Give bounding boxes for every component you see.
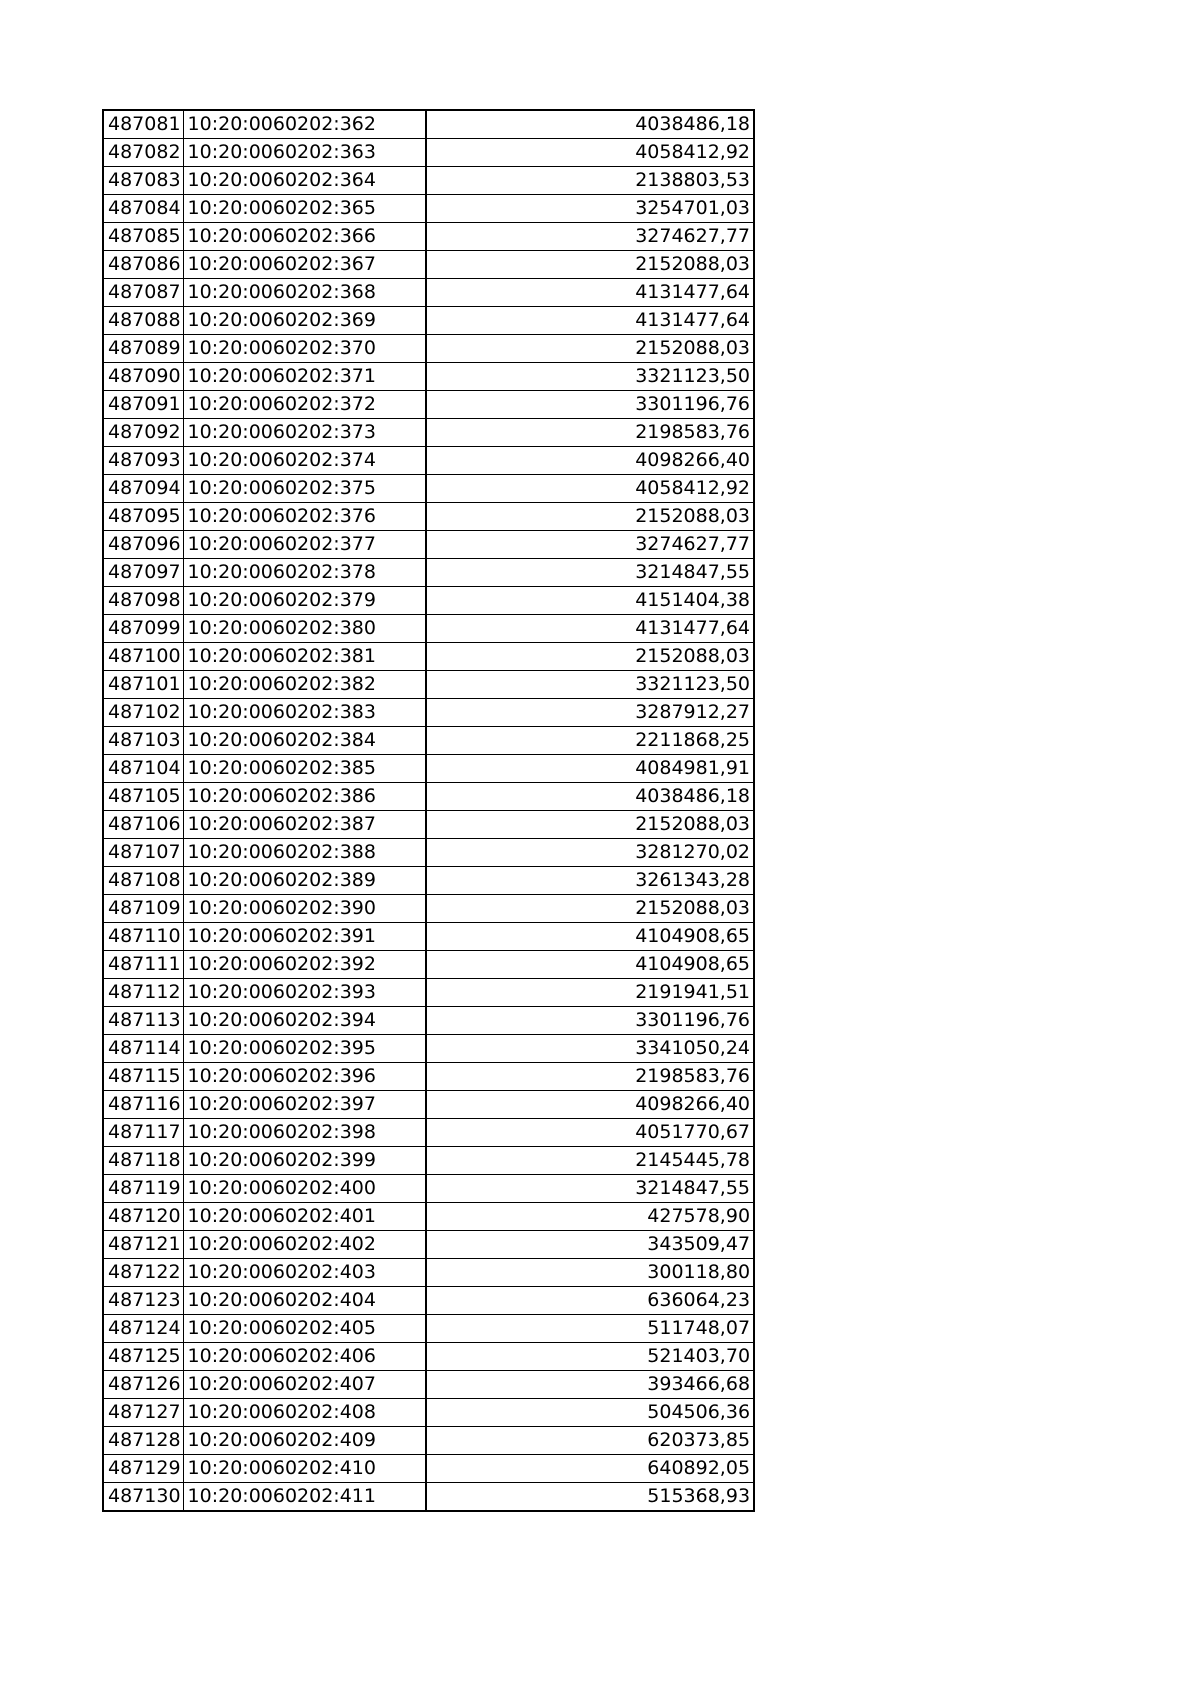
cadastral-number-cell: 10:20:0060202:399 xyxy=(183,1147,426,1175)
table-row xyxy=(103,699,754,727)
value-cell: 2152088,03 xyxy=(426,251,754,279)
row-number-cell: 487087 xyxy=(103,279,183,307)
row-number-cell: 487123 xyxy=(103,1287,183,1315)
table-row xyxy=(103,951,754,979)
value-cell: 511748,07 xyxy=(426,1315,754,1343)
row-number-cell: 487094 xyxy=(103,475,183,503)
cadastral-number-cell: 10:20:0060202:377 xyxy=(183,531,426,559)
table-row xyxy=(103,1175,754,1203)
cadastral-number-cell: 10:20:0060202:368 xyxy=(183,279,426,307)
value-cell: 2198583,76 xyxy=(426,1063,754,1091)
row-number-cell: 487121 xyxy=(103,1231,183,1259)
cadastral-number-cell: 10:20:0060202:381 xyxy=(183,643,426,671)
row-number-cell: 487086 xyxy=(103,251,183,279)
cadastral-number-cell: 10:20:0060202:405 xyxy=(183,1315,426,1343)
table-row xyxy=(103,1063,754,1091)
row-number-cell: 487118 xyxy=(103,1147,183,1175)
row-number-cell: 487106 xyxy=(103,811,183,839)
value-cell: 3321123,50 xyxy=(426,363,754,391)
cadastral-number-cell: 10:20:0060202:367 xyxy=(183,251,426,279)
row-number-cell: 487095 xyxy=(103,503,183,531)
value-cell: 2152088,03 xyxy=(426,811,754,839)
row-number-cell: 487090 xyxy=(103,363,183,391)
value-cell: 3341050,24 xyxy=(426,1035,754,1063)
row-number-cell: 487081 xyxy=(103,110,183,139)
table-row xyxy=(103,1399,754,1427)
cadastral-number-cell: 10:20:0060202:365 xyxy=(183,195,426,223)
value-cell: 4084981,91 xyxy=(426,755,754,783)
row-number-cell: 487126 xyxy=(103,1371,183,1399)
row-number-cell: 487120 xyxy=(103,1203,183,1231)
cadastral-number-cell: 10:20:0060202:393 xyxy=(183,979,426,1007)
value-cell: 3281270,02 xyxy=(426,839,754,867)
cadastral-number-cell: 10:20:0060202:398 xyxy=(183,1119,426,1147)
table-row xyxy=(103,923,754,951)
row-number-cell: 487082 xyxy=(103,139,183,167)
cadastral-number-cell: 10:20:0060202:396 xyxy=(183,1063,426,1091)
table-row xyxy=(103,1203,754,1231)
row-number-cell: 487104 xyxy=(103,755,183,783)
value-cell: 4104908,65 xyxy=(426,923,754,951)
table-row xyxy=(103,110,754,139)
cadastral-number-cell: 10:20:0060202:385 xyxy=(183,755,426,783)
table-row xyxy=(103,475,754,503)
table-row xyxy=(103,839,754,867)
value-cell: 4038486,18 xyxy=(426,110,754,139)
value-cell: 2152088,03 xyxy=(426,503,754,531)
table-row xyxy=(103,1035,754,1063)
table-row xyxy=(103,811,754,839)
row-number-cell: 487129 xyxy=(103,1455,183,1483)
table-row xyxy=(103,1427,754,1455)
value-cell: 2138803,53 xyxy=(426,167,754,195)
value-cell: 300118,80 xyxy=(426,1259,754,1287)
row-number-cell: 487115 xyxy=(103,1063,183,1091)
value-cell: 3301196,76 xyxy=(426,1007,754,1035)
cadastral-number-cell: 10:20:0060202:369 xyxy=(183,307,426,335)
value-cell: 504506,36 xyxy=(426,1399,754,1427)
cadastral-number-cell: 10:20:0060202:403 xyxy=(183,1259,426,1287)
cadastral-number-cell: 10:20:0060202:372 xyxy=(183,391,426,419)
cadastral-number-cell: 10:20:0060202:379 xyxy=(183,587,426,615)
cadastral-number-cell: 10:20:0060202:389 xyxy=(183,867,426,895)
table-row xyxy=(103,391,754,419)
value-cell: 3254701,03 xyxy=(426,195,754,223)
cadastral-number-cell: 10:20:0060202:386 xyxy=(183,783,426,811)
row-number-cell: 487128 xyxy=(103,1427,183,1455)
row-number-cell: 487100 xyxy=(103,643,183,671)
value-cell: 3261343,28 xyxy=(426,867,754,895)
cadastral-number-cell: 10:20:0060202:364 xyxy=(183,167,426,195)
table-row xyxy=(103,1371,754,1399)
row-number-cell: 487130 xyxy=(103,1483,183,1512)
cadastral-number-cell: 10:20:0060202:384 xyxy=(183,727,426,755)
cadastral-number-cell: 10:20:0060202:397 xyxy=(183,1091,426,1119)
row-number-cell: 487111 xyxy=(103,951,183,979)
cadastral-number-cell: 10:20:0060202:378 xyxy=(183,559,426,587)
value-cell: 515368,93 xyxy=(426,1483,754,1512)
row-number-cell: 487091 xyxy=(103,391,183,419)
cadastral-number-cell: 10:20:0060202:407 xyxy=(183,1371,426,1399)
table-row xyxy=(103,167,754,195)
table-row xyxy=(103,671,754,699)
table-row xyxy=(103,335,754,363)
cadastral-number-cell: 10:20:0060202:409 xyxy=(183,1427,426,1455)
value-cell: 3274627,77 xyxy=(426,223,754,251)
row-number-cell: 487108 xyxy=(103,867,183,895)
cadastral-number-cell: 10:20:0060202:402 xyxy=(183,1231,426,1259)
data-table xyxy=(102,109,755,1512)
row-number-cell: 487089 xyxy=(103,335,183,363)
cadastral-number-cell: 10:20:0060202:395 xyxy=(183,1035,426,1063)
row-number-cell: 487110 xyxy=(103,923,183,951)
value-cell: 4038486,18 xyxy=(426,783,754,811)
cadastral-number-cell: 10:20:0060202:382 xyxy=(183,671,426,699)
value-cell: 4051770,67 xyxy=(426,1119,754,1147)
cadastral-number-cell: 10:20:0060202:371 xyxy=(183,363,426,391)
value-cell: 4098266,40 xyxy=(426,1091,754,1119)
table-row xyxy=(103,139,754,167)
table-row xyxy=(103,895,754,923)
value-cell: 4058412,92 xyxy=(426,475,754,503)
value-cell: 2145445,78 xyxy=(426,1147,754,1175)
table-row xyxy=(103,643,754,671)
value-cell: 2152088,03 xyxy=(426,335,754,363)
table-row xyxy=(103,587,754,615)
row-number-cell: 487117 xyxy=(103,1119,183,1147)
table-row xyxy=(103,1483,754,1512)
row-number-cell: 487088 xyxy=(103,307,183,335)
value-cell: 393466,68 xyxy=(426,1371,754,1399)
row-number-cell: 487101 xyxy=(103,671,183,699)
table-row xyxy=(103,195,754,223)
table-row xyxy=(103,223,754,251)
cadastral-number-cell: 10:20:0060202:392 xyxy=(183,951,426,979)
value-cell: 4151404,38 xyxy=(426,587,754,615)
cadastral-number-cell: 10:20:0060202:394 xyxy=(183,1007,426,1035)
value-cell: 4058412,92 xyxy=(426,139,754,167)
table-row xyxy=(103,419,754,447)
table-row xyxy=(103,503,754,531)
row-number-cell: 487083 xyxy=(103,167,183,195)
row-number-cell: 487124 xyxy=(103,1315,183,1343)
value-cell: 3274627,77 xyxy=(426,531,754,559)
cadastral-number-cell: 10:20:0060202:391 xyxy=(183,923,426,951)
value-cell: 2191941,51 xyxy=(426,979,754,1007)
row-number-cell: 487116 xyxy=(103,1091,183,1119)
table-row xyxy=(103,1315,754,1343)
value-cell: 3287912,27 xyxy=(426,699,754,727)
table-row xyxy=(103,727,754,755)
value-cell: 3214847,55 xyxy=(426,1175,754,1203)
cadastral-number-cell: 10:20:0060202:376 xyxy=(183,503,426,531)
value-cell: 4098266,40 xyxy=(426,447,754,475)
value-cell: 4131477,64 xyxy=(426,307,754,335)
table-row xyxy=(103,559,754,587)
value-cell: 2211868,25 xyxy=(426,727,754,755)
cadastral-number-cell: 10:20:0060202:375 xyxy=(183,475,426,503)
table-row xyxy=(103,279,754,307)
cadastral-number-cell: 10:20:0060202:404 xyxy=(183,1287,426,1315)
cadastral-number-cell: 10:20:0060202:400 xyxy=(183,1175,426,1203)
row-number-cell: 487112 xyxy=(103,979,183,1007)
table-row xyxy=(103,1147,754,1175)
row-number-cell: 487109 xyxy=(103,895,183,923)
row-number-cell: 487119 xyxy=(103,1175,183,1203)
cadastral-number-cell: 10:20:0060202:373 xyxy=(183,419,426,447)
table-row xyxy=(103,615,754,643)
value-cell: 3301196,76 xyxy=(426,391,754,419)
table-row xyxy=(103,307,754,335)
cadastral-number-cell: 10:20:0060202:401 xyxy=(183,1203,426,1231)
table-row xyxy=(103,1007,754,1035)
value-cell: 4131477,64 xyxy=(426,279,754,307)
cadastral-number-cell: 10:20:0060202:383 xyxy=(183,699,426,727)
value-cell: 3321123,50 xyxy=(426,671,754,699)
table-row xyxy=(103,755,754,783)
row-number-cell: 487084 xyxy=(103,195,183,223)
row-number-cell: 487098 xyxy=(103,587,183,615)
table-row xyxy=(103,1455,754,1483)
table-row xyxy=(103,1091,754,1119)
table-row xyxy=(103,1343,754,1371)
cadastral-number-cell: 10:20:0060202:406 xyxy=(183,1343,426,1371)
row-number-cell: 487092 xyxy=(103,419,183,447)
value-cell: 4104908,65 xyxy=(426,951,754,979)
value-cell: 4131477,64 xyxy=(426,615,754,643)
table-row xyxy=(103,783,754,811)
value-cell: 2152088,03 xyxy=(426,643,754,671)
table-row xyxy=(103,867,754,895)
value-cell: 521403,70 xyxy=(426,1343,754,1371)
table-row xyxy=(103,363,754,391)
table-row xyxy=(103,1119,754,1147)
cadastral-number-cell: 10:20:0060202:370 xyxy=(183,335,426,363)
row-number-cell: 487103 xyxy=(103,727,183,755)
cadastral-number-cell: 10:20:0060202:363 xyxy=(183,139,426,167)
row-number-cell: 487096 xyxy=(103,531,183,559)
value-cell: 2198583,76 xyxy=(426,419,754,447)
table-row xyxy=(103,1259,754,1287)
value-cell: 620373,85 xyxy=(426,1427,754,1455)
table-row xyxy=(103,251,754,279)
cadastral-number-cell: 10:20:0060202:390 xyxy=(183,895,426,923)
cadastral-number-cell: 10:20:0060202:374 xyxy=(183,447,426,475)
cadastral-number-cell: 10:20:0060202:410 xyxy=(183,1455,426,1483)
row-number-cell: 487099 xyxy=(103,615,183,643)
table-row xyxy=(103,531,754,559)
cadastral-number-cell: 10:20:0060202:408 xyxy=(183,1399,426,1427)
row-number-cell: 487105 xyxy=(103,783,183,811)
cadastral-number-cell: 10:20:0060202:380 xyxy=(183,615,426,643)
value-cell: 427578,90 xyxy=(426,1203,754,1231)
row-number-cell: 487085 xyxy=(103,223,183,251)
table-body xyxy=(103,110,754,1511)
value-cell: 2152088,03 xyxy=(426,895,754,923)
row-number-cell: 487114 xyxy=(103,1035,183,1063)
cadastral-number-cell: 10:20:0060202:362 xyxy=(183,110,426,139)
table-row xyxy=(103,447,754,475)
row-number-cell: 487113 xyxy=(103,1007,183,1035)
value-cell: 3214847,55 xyxy=(426,559,754,587)
cadastral-number-cell: 10:20:0060202:411 xyxy=(183,1483,426,1512)
cadastral-number-cell: 10:20:0060202:366 xyxy=(183,223,426,251)
row-number-cell: 487122 xyxy=(103,1259,183,1287)
row-number-cell: 487127 xyxy=(103,1399,183,1427)
row-number-cell: 487097 xyxy=(103,559,183,587)
cadastral-number-cell: 10:20:0060202:387 xyxy=(183,811,426,839)
row-number-cell: 487107 xyxy=(103,839,183,867)
cadastral-number-cell: 10:20:0060202:388 xyxy=(183,839,426,867)
value-cell: 640892,05 xyxy=(426,1455,754,1483)
table-row xyxy=(103,1287,754,1315)
row-number-cell: 487125 xyxy=(103,1343,183,1371)
row-number-cell: 487102 xyxy=(103,699,183,727)
value-cell: 636064,23 xyxy=(426,1287,754,1315)
table-row xyxy=(103,1231,754,1259)
value-cell: 343509,47 xyxy=(426,1231,754,1259)
row-number-cell: 487093 xyxy=(103,447,183,475)
table-row xyxy=(103,979,754,1007)
